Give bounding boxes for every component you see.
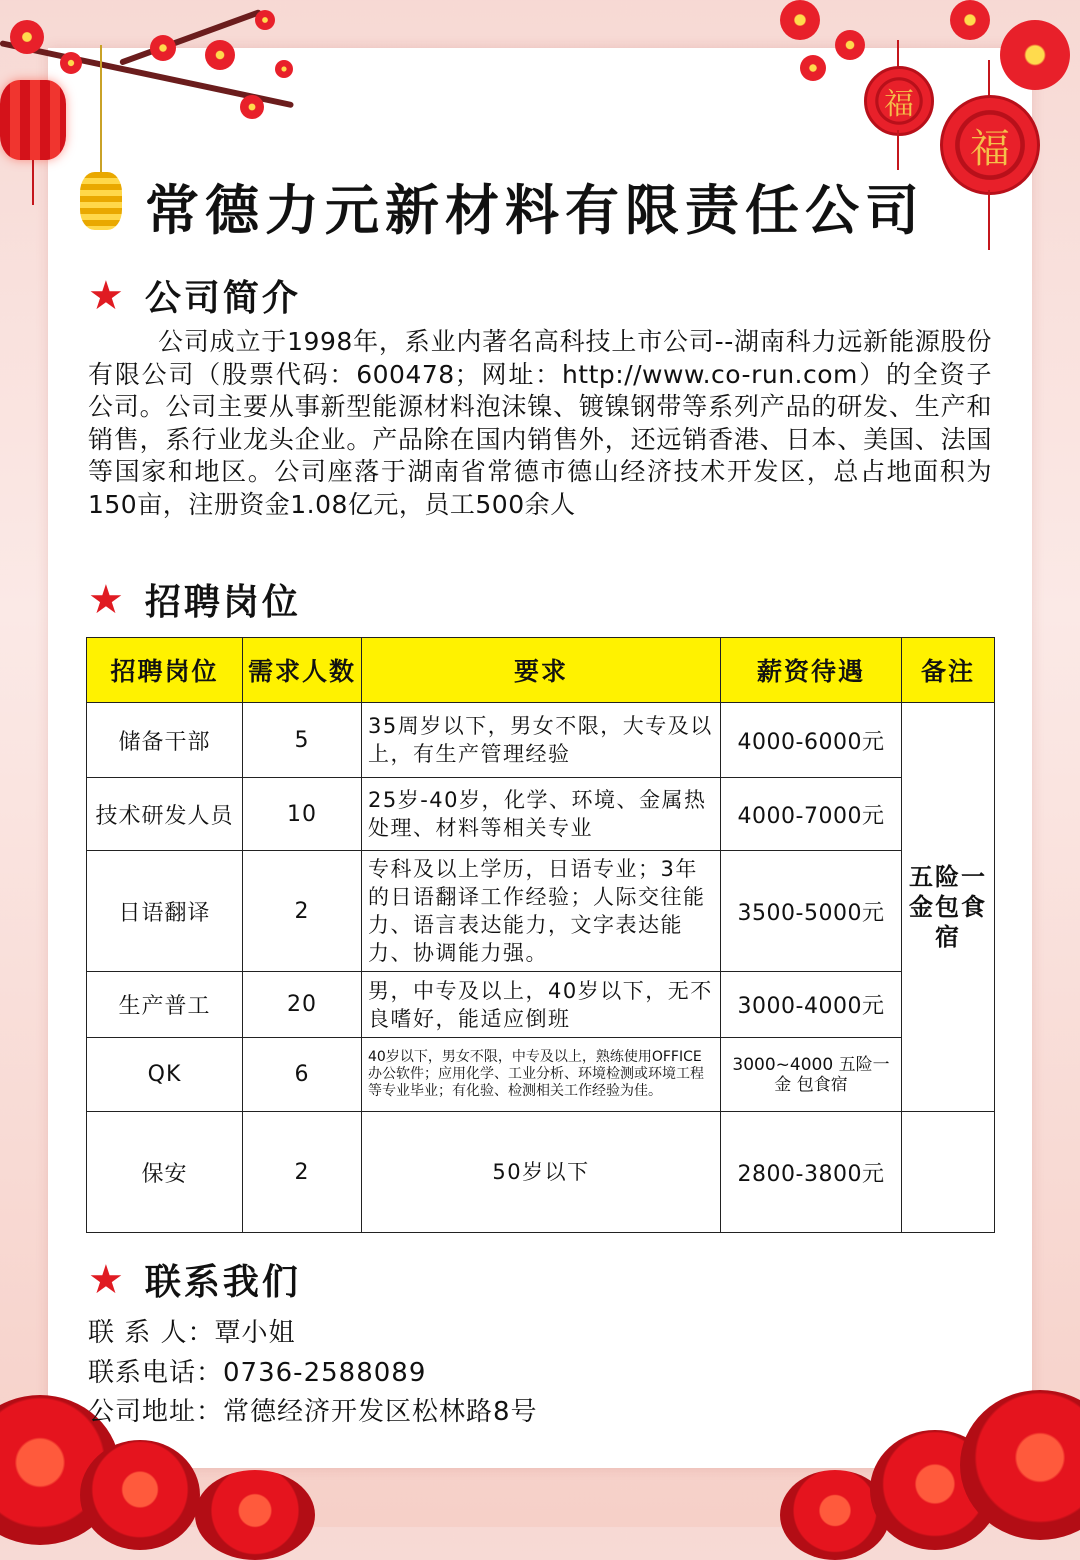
column-header: 需求人数 bbox=[243, 638, 362, 703]
table-row bbox=[87, 703, 995, 778]
red-lantern-icon bbox=[0, 80, 66, 160]
salary-cell: 2800-3800元 bbox=[721, 1112, 902, 1233]
contact-address-value: 常德经济开发区松林路8号 bbox=[223, 1397, 538, 1427]
fu-medallion-icon: 福 bbox=[864, 66, 934, 136]
star-icon: ★ bbox=[88, 576, 127, 623]
table-row bbox=[87, 1038, 995, 1112]
column-header: 备注 bbox=[902, 638, 995, 703]
contact-person-value: 覃小姐 bbox=[214, 1318, 296, 1348]
table-header-row bbox=[87, 638, 995, 703]
contact-heading bbox=[88, 1254, 301, 1305]
position-cell: 储备干部 bbox=[87, 703, 243, 778]
requirement-cell: 40岁以下，男女不限，中专及以上，熟练使用OFFICE办公软件；应用化学、工业分析、环境检测或环境工程等专业毕业；有化验、检测相关工作经验为佳。 bbox=[362, 1038, 721, 1112]
count-cell: 6 bbox=[243, 1038, 362, 1112]
requirement-cell: 50岁以下 bbox=[362, 1112, 721, 1233]
jobs-heading bbox=[88, 574, 301, 625]
column-header: 要求 bbox=[362, 638, 721, 703]
contact-address-label: 公司地址： bbox=[88, 1397, 224, 1427]
company-title: 常德力元新材料有限责任公司 bbox=[145, 179, 925, 242]
requirement-cell: 35周岁以下，男女不限，大专及以上，有生产管理经验 bbox=[362, 703, 721, 778]
contact-phone-label: 联系电话： bbox=[88, 1358, 224, 1388]
count-cell: 2 bbox=[243, 1112, 362, 1233]
gold-lantern-icon bbox=[80, 172, 122, 230]
salary-cell: 3000~4000 五险一金 包食宿 bbox=[721, 1038, 902, 1112]
contact-phone bbox=[88, 1352, 426, 1389]
intro-heading-label: 公司简介 bbox=[144, 278, 301, 319]
salary-cell: 4000-7000元 bbox=[721, 778, 902, 851]
contact-phone-value: 0736-2588089 bbox=[223, 1358, 427, 1388]
salary-cell: 4000-6000元 bbox=[721, 703, 902, 778]
table-row bbox=[87, 851, 995, 972]
salary-cell: 3500-5000元 bbox=[721, 851, 902, 972]
count-cell: 2 bbox=[243, 851, 362, 972]
table-row bbox=[87, 778, 995, 851]
table-row bbox=[87, 972, 995, 1038]
count-cell: 5 bbox=[243, 703, 362, 778]
salary-cell: 3000-4000元 bbox=[721, 972, 902, 1038]
position-cell: 保安 bbox=[87, 1112, 243, 1233]
table-row bbox=[87, 1112, 995, 1233]
company-intro-text: 公司成立于1998年，系业内著名高科技上市公司--湖南科力远新能源股份有限公司（股票代码：600478；网址：http://www.co-run.com）的全资子公司。公司主要从事新型能源材料泡沫镍、镀镍钢带等系列产品的研发、生产和销售，系行业龙头企业。产品除在国内销售外，还远销香港、日本、美国、法国等国家和地区。公司座落于湖南省常德市德山经济技术开发区，总占地面积为150亩，注册资金1.08亿元，员工500余人 bbox=[88, 327, 992, 519]
position-cell: QK bbox=[87, 1038, 243, 1112]
requirement-cell: 男，中专及以上，40岁以下，无不良嗜好，能适应倒班 bbox=[362, 972, 721, 1038]
requirement-cell: 专科及以上学历，日语专业；3年的日语翻译工作经验；人际交往能力、语言表达能力，文字表达能力、协调能力强。 bbox=[362, 851, 721, 972]
contact-person-label: 联 系 人： bbox=[88, 1318, 215, 1348]
contact-address bbox=[88, 1391, 538, 1428]
position-cell: 日语翻译 bbox=[87, 851, 243, 972]
count-cell: 20 bbox=[243, 972, 362, 1038]
note-cell: 五险一金包食宿 bbox=[902, 703, 995, 1112]
jobs-table bbox=[86, 637, 995, 1233]
column-header: 招聘岗位 bbox=[87, 638, 243, 703]
jobs-heading-label: 招聘岗位 bbox=[144, 582, 301, 623]
intro-heading bbox=[88, 270, 301, 321]
requirement-cell: 25岁-40岁，化学、环境、金属热处理、材料等相关专业 bbox=[362, 778, 721, 851]
position-cell: 生产普工 bbox=[87, 972, 243, 1038]
star-icon: ★ bbox=[88, 1256, 127, 1303]
column-header: 薪资待遇 bbox=[721, 638, 902, 703]
contact-heading-label: 联系我们 bbox=[144, 1262, 301, 1303]
fu-medallion-icon: 福 bbox=[940, 95, 1040, 195]
note-cell-empty bbox=[902, 1112, 995, 1233]
position-cell: 技术研发人员 bbox=[87, 778, 243, 851]
contact-person bbox=[88, 1312, 296, 1349]
count-cell: 10 bbox=[243, 778, 362, 851]
star-icon: ★ bbox=[88, 272, 127, 319]
